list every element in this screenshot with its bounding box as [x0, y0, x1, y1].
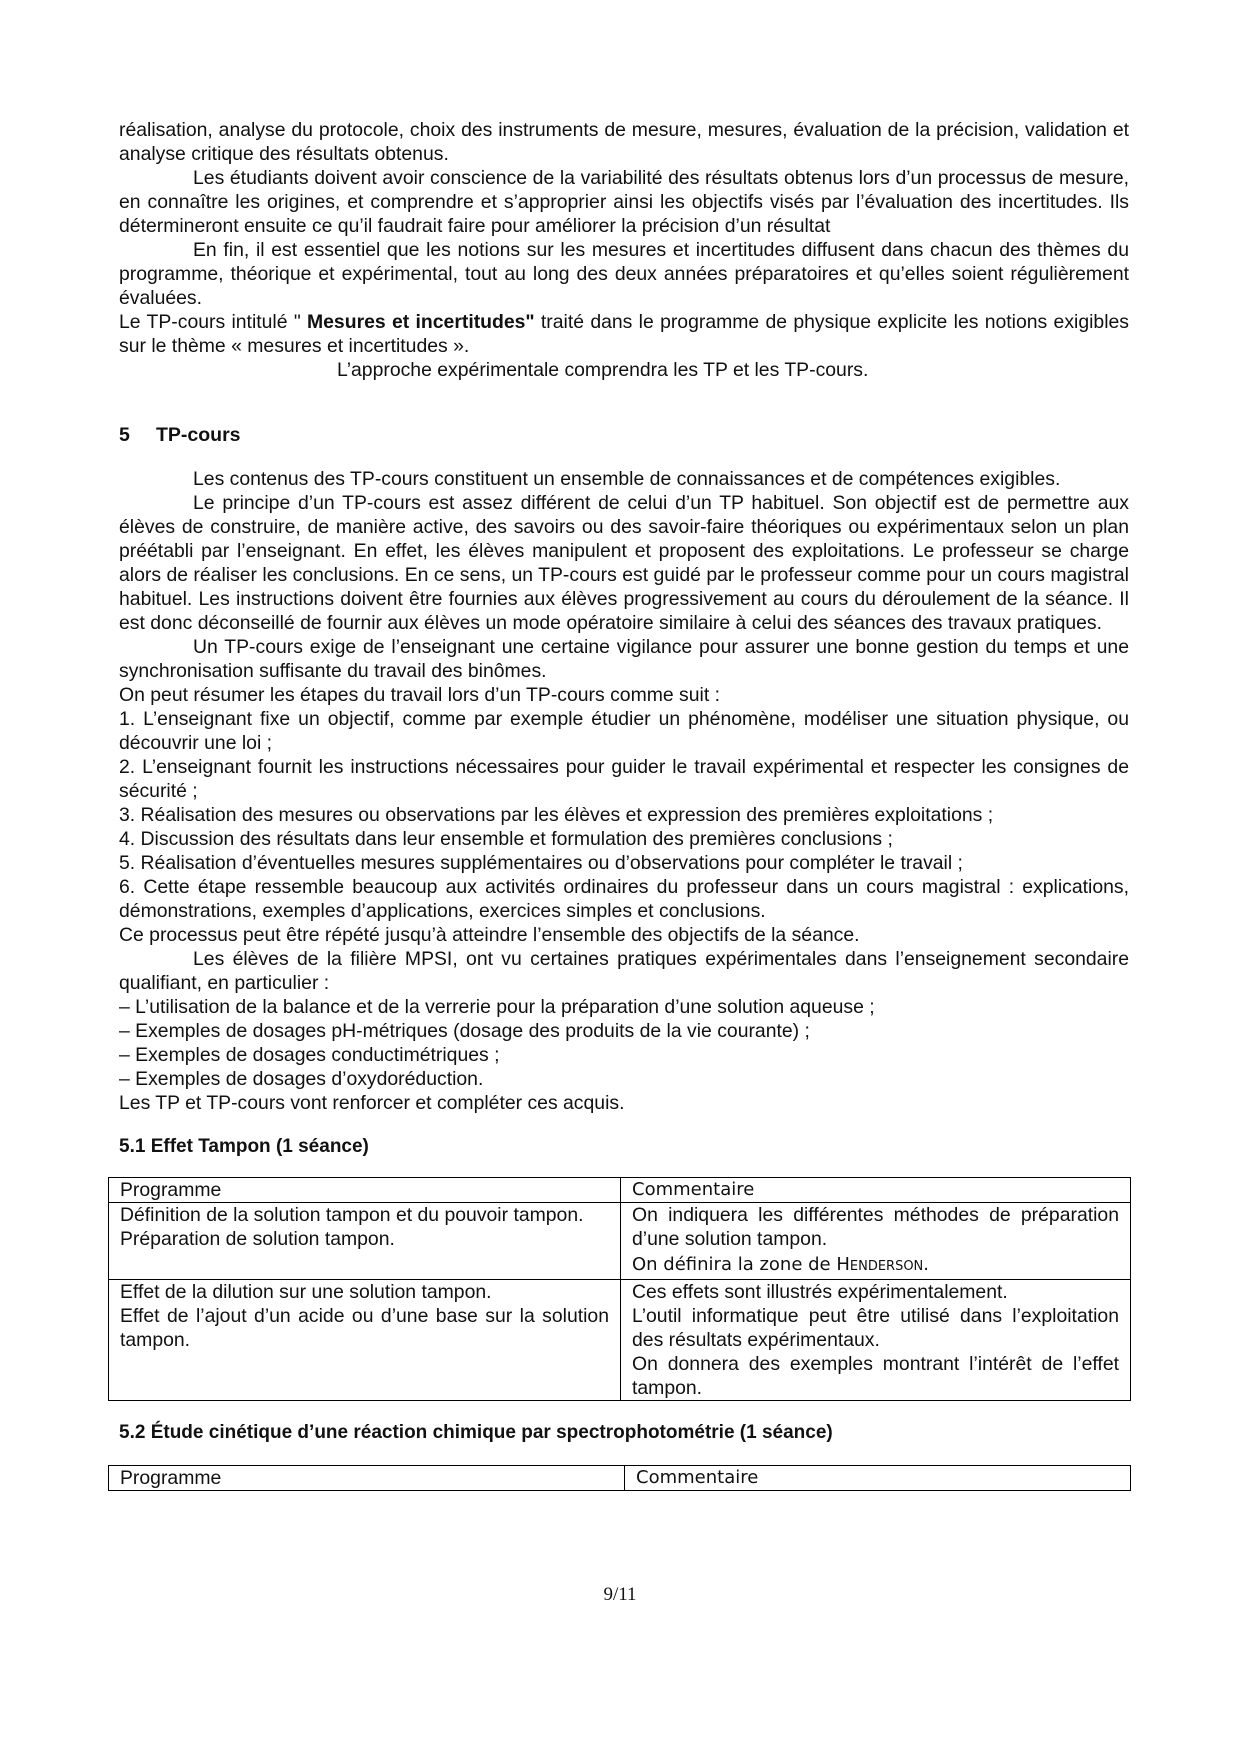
intro-p4-bold: Mesures et incertitudes" — [307, 311, 535, 333]
henderson-before: On définira la zone de — [632, 1254, 837, 1275]
section5-paragraph-2: Le principe d’un TP-cours est assez différent de celui d’un TP habituel. Son objectif est de permettre aux élèves de construire, de manière active, des savoirs ou des savoir-faire théoriques ou expérimentaux selon un plan préétabli par l’enseignant. En effet, les élèves manipulent et proposent des exploitations. Le professeur se charge alors de réaliser les conclusions. En ce sens, un TP-cours est guidé par le professeur comme pour un cours magistral habituel. Les instructions doivent être fournies aux élèves progressivement au cours du déroulement de la séance. Il est donc déconseillé de fournir aux élèves un mode opératoire similaire à celui des séances des travaux pratiques. — [119, 492, 1129, 634]
table-header-row — [109, 1178, 1131, 1203]
table-row — [109, 1203, 1131, 1280]
intro-p4-start: Le TP-cours intitulé " — [119, 311, 307, 333]
practice-3: – Exemples de dosages conductimétriques ; — [119, 1044, 500, 1066]
cell-line: Effet de l’ajout d’un acide ou d’une base sur la solution tampon. — [120, 1305, 609, 1351]
step-2: 2. L’enseignant fournit les instructions nécessaires pour guider le travail expérimental et respecter les consignes de sécurité ; — [119, 756, 1129, 802]
step-5: 5. Réalisation d’éventuelles mesures supplémentaires ou d’observations pour compléter le travail ; — [119, 852, 963, 874]
henderson-name: Henderson — [836, 1254, 924, 1275]
section5-paragraph-5: Ce processus peut être répété jusqu’à atteindre l’ensemble des objectifs de la séance. — [119, 924, 860, 946]
table-cell-commentaire — [621, 1203, 1131, 1280]
cell-line: On indiquera les différentes méthodes de préparation d’une solution tampon. — [632, 1204, 1119, 1250]
cell-line: On donnera des exemples montrant l’intérêt de l’effet tampon. — [632, 1353, 1119, 1399]
cell-line — [632, 1251, 1119, 1279]
practice-4: – Exemples de dosages d’oxydoréduction. — [119, 1068, 484, 1090]
page-number: 9/11 — [603, 1584, 637, 1605]
section5-paragraph-4: On peut résumer les étapes du travail lors d’un TP-cours comme suit : — [119, 684, 721, 706]
cell-line: Définition de la solution tampon et du pouvoir tampon. — [120, 1204, 584, 1226]
step-1: 1. L’enseignant fixe un objectif, comme par exemple étudier un phénomène, modéliser une situation physique, ou découvrir une loi ; — [119, 708, 1129, 754]
document-page — [119, 118, 1129, 1491]
intro-paragraph-5: L’approche expérimentale comprendra les TP et les TP-cours. — [337, 359, 869, 381]
section5-paragraph-1: Les contenus des TP-cours constituent un ensemble de connaissances et de compétences exigibles. — [193, 468, 1061, 490]
section5-paragraph-7: Les TP et TP-cours vont renforcer et compléter ces acquis. — [119, 1092, 625, 1114]
section-5-2-heading: 5.2 Étude cinétique d’une réaction chimique par spectrophotométrie (1 séance) — [119, 1422, 833, 1443]
table-header-commentaire: Commentaire — [625, 1466, 1131, 1491]
section-5-2-table — [108, 1465, 1131, 1491]
practice-2: – Exemples de dosages pH-métriques (dosage des produits de la vie courante) ; — [119, 1020, 810, 1042]
cell-line: L’outil informatique peut être utilisé dans l’exploitation des résultats expérimentaux. — [632, 1305, 1119, 1351]
table-cell-programme — [109, 1203, 621, 1280]
step-3: 3. Réalisation des mesures ou observations par les élèves et expression des premières exploitations ; — [119, 804, 994, 826]
section-5-title: TP-cours — [156, 424, 241, 446]
step-6: 6. Cette étape ressemble beaucoup aux activités ordinaires du professeur dans un cours magistral : explications, démonstrations, exemples d’applications, exercices simples et conclusions. — [119, 876, 1129, 922]
cell-line: Préparation de solution tampon. — [120, 1228, 395, 1250]
intro-paragraph-4 — [119, 310, 1129, 358]
section5-paragraph-6: Les élèves de la filière MPSI, ont vu certaines pratiques expérimentales dans l’enseignement secondaire qualifiant, en particulier : — [119, 948, 1129, 994]
table-cell-programme — [109, 1280, 621, 1401]
table-header-programme: Programme — [109, 1178, 621, 1203]
table-header-row — [109, 1466, 1131, 1491]
table-header-commentaire: Commentaire — [621, 1178, 1131, 1203]
table-cell-commentaire — [621, 1280, 1131, 1401]
section5-paragraph-3: Un TP-cours exige de l’enseignant une certaine vigilance pour assurer une bonne gestion du temps et une synchronisation suffisante du travail des binômes. — [119, 636, 1129, 682]
intro-paragraph-1: réalisation, analyse du protocole, choix des instruments de mesure, mesures, évaluation de la précision, validation et analyse critique des résultats obtenus. — [119, 119, 1129, 165]
table-header-programme: Programme — [109, 1466, 625, 1491]
section-5-number: 5 — [119, 424, 130, 446]
intro-paragraph-2: Les étudiants doivent avoir conscience de la variabilité des résultats obtenus lors d’un processus de mesure, en connaître les origines, et comprendre et s’approprier ainsi les objectifs visés par l’évaluation des incertitudes. Ils détermineront ensuite ce qu’il faudrait faire pour améliorer la précision d’un résultat — [119, 167, 1129, 237]
table-row — [109, 1280, 1131, 1401]
intro-paragraph-3: En fin, il est essentiel que les notions sur les mesures et incertitudes diffusent dans chacun des thèmes du programme, théorique et expérimental, tout au long des deux années préparatoires et qu’elles soient régulièrement évaluées. — [119, 239, 1129, 309]
step-4: 4. Discussion des résultats dans leur ensemble et formulation des premières conclusions ; — [119, 828, 893, 850]
section-5-1-table — [108, 1177, 1131, 1401]
section-5-heading — [119, 423, 1129, 447]
section-5-1-heading: 5.1 Effet Tampon (1 séance) — [119, 1136, 369, 1157]
cell-line: Effet de la dilution sur une solution tampon. — [120, 1281, 492, 1303]
practice-1: – L’utilisation de la balance et de la verrerie pour la préparation d’une solution aqueuse ; — [119, 996, 875, 1018]
intro-p4-end: traité dans le programme de physique explicite les notions exigibles sur le thème « mesures et incertitudes ». — [119, 311, 1129, 357]
cell-line: Ces effets sont illustrés expérimentalement. — [632, 1281, 1008, 1303]
henderson-after: . — [923, 1254, 930, 1275]
